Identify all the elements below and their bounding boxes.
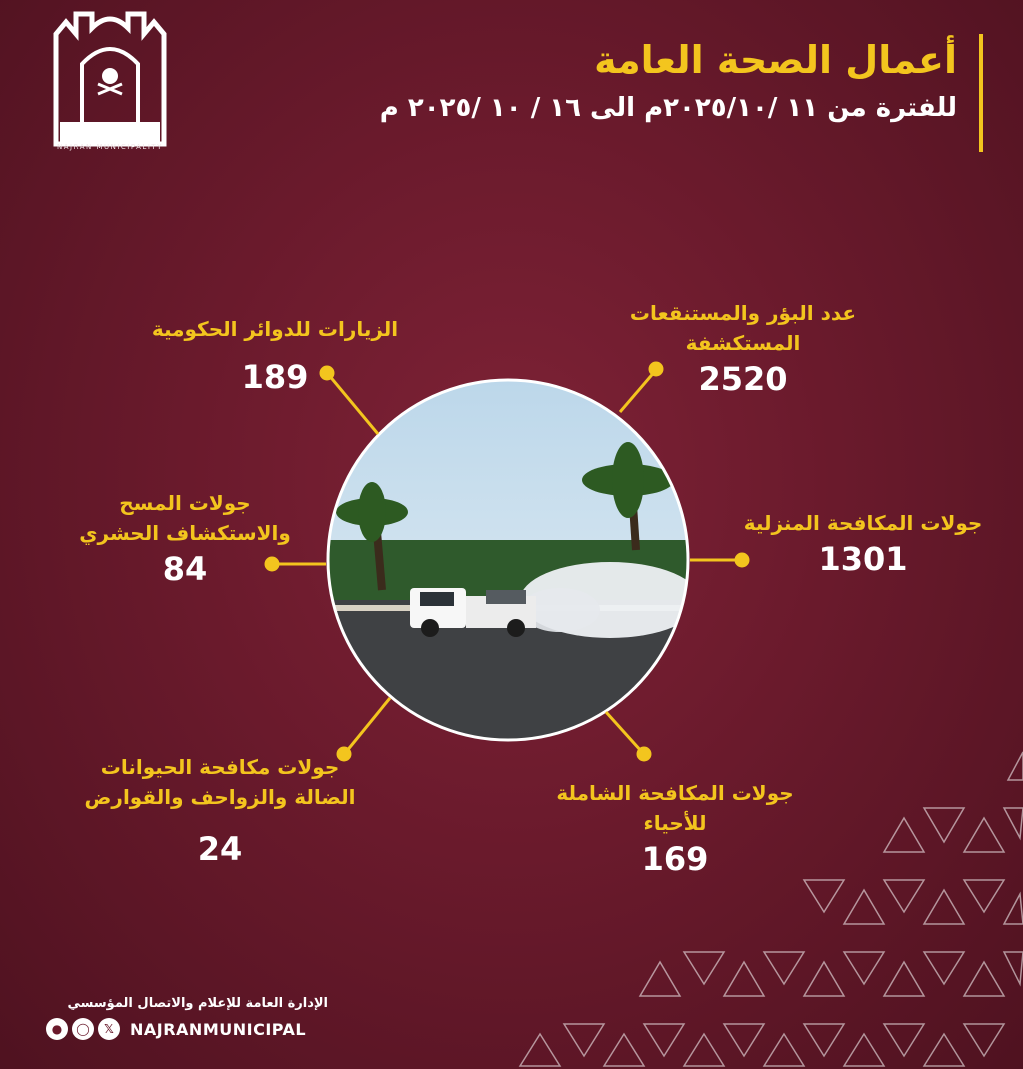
stat-value: 2520	[698, 360, 788, 398]
stat-label: للأحياء	[643, 811, 707, 835]
page-title: أعمال الصحة العامة	[594, 38, 957, 82]
snapchat-icon[interactable]: ●	[46, 1018, 68, 1040]
stat-value: 84	[162, 550, 208, 588]
stat-label: الضالة والزواحف والقوارض	[84, 785, 356, 809]
period-subtitle: للفترة من ١١ /٢٠٢٥/١٠م الى ١٦ / ١٠ /٢٠٢٥ م	[379, 93, 957, 123]
stat-label: الزيارات للدوائر الحكومية	[151, 317, 399, 341]
social-handle[interactable]: NAJRANMUNICIPAL	[130, 1019, 307, 1039]
stat-label: جولات المكافحة الشاملة	[556, 781, 794, 805]
x-icon[interactable]: 𝕏	[98, 1018, 120, 1040]
stat-value: 1301	[818, 540, 908, 578]
logo-caption: NAJRAN MUNICIPALITY	[57, 143, 163, 151]
stat-label: جولات مكافحة الحيوانات	[100, 755, 340, 779]
stat-label: جولات المسح	[119, 491, 251, 515]
stat-value: 169	[641, 840, 709, 878]
stat-value: 24	[197, 830, 243, 868]
footer-social	[46, 1018, 306, 1040]
stat-label: المستكشفة	[685, 331, 801, 355]
stat-label: جولات المكافحة المنزلية	[743, 511, 983, 535]
instagram-icon[interactable]: ◯	[72, 1018, 94, 1040]
footer-department: الإدارة العامة للإعلام والاتصال المؤسسي	[67, 996, 328, 1011]
stat-label: عدد البؤر والمستنقعات	[629, 301, 857, 325]
stat-label: والاستكشاف الحشري	[79, 521, 291, 545]
stat-value: 189	[241, 358, 309, 396]
